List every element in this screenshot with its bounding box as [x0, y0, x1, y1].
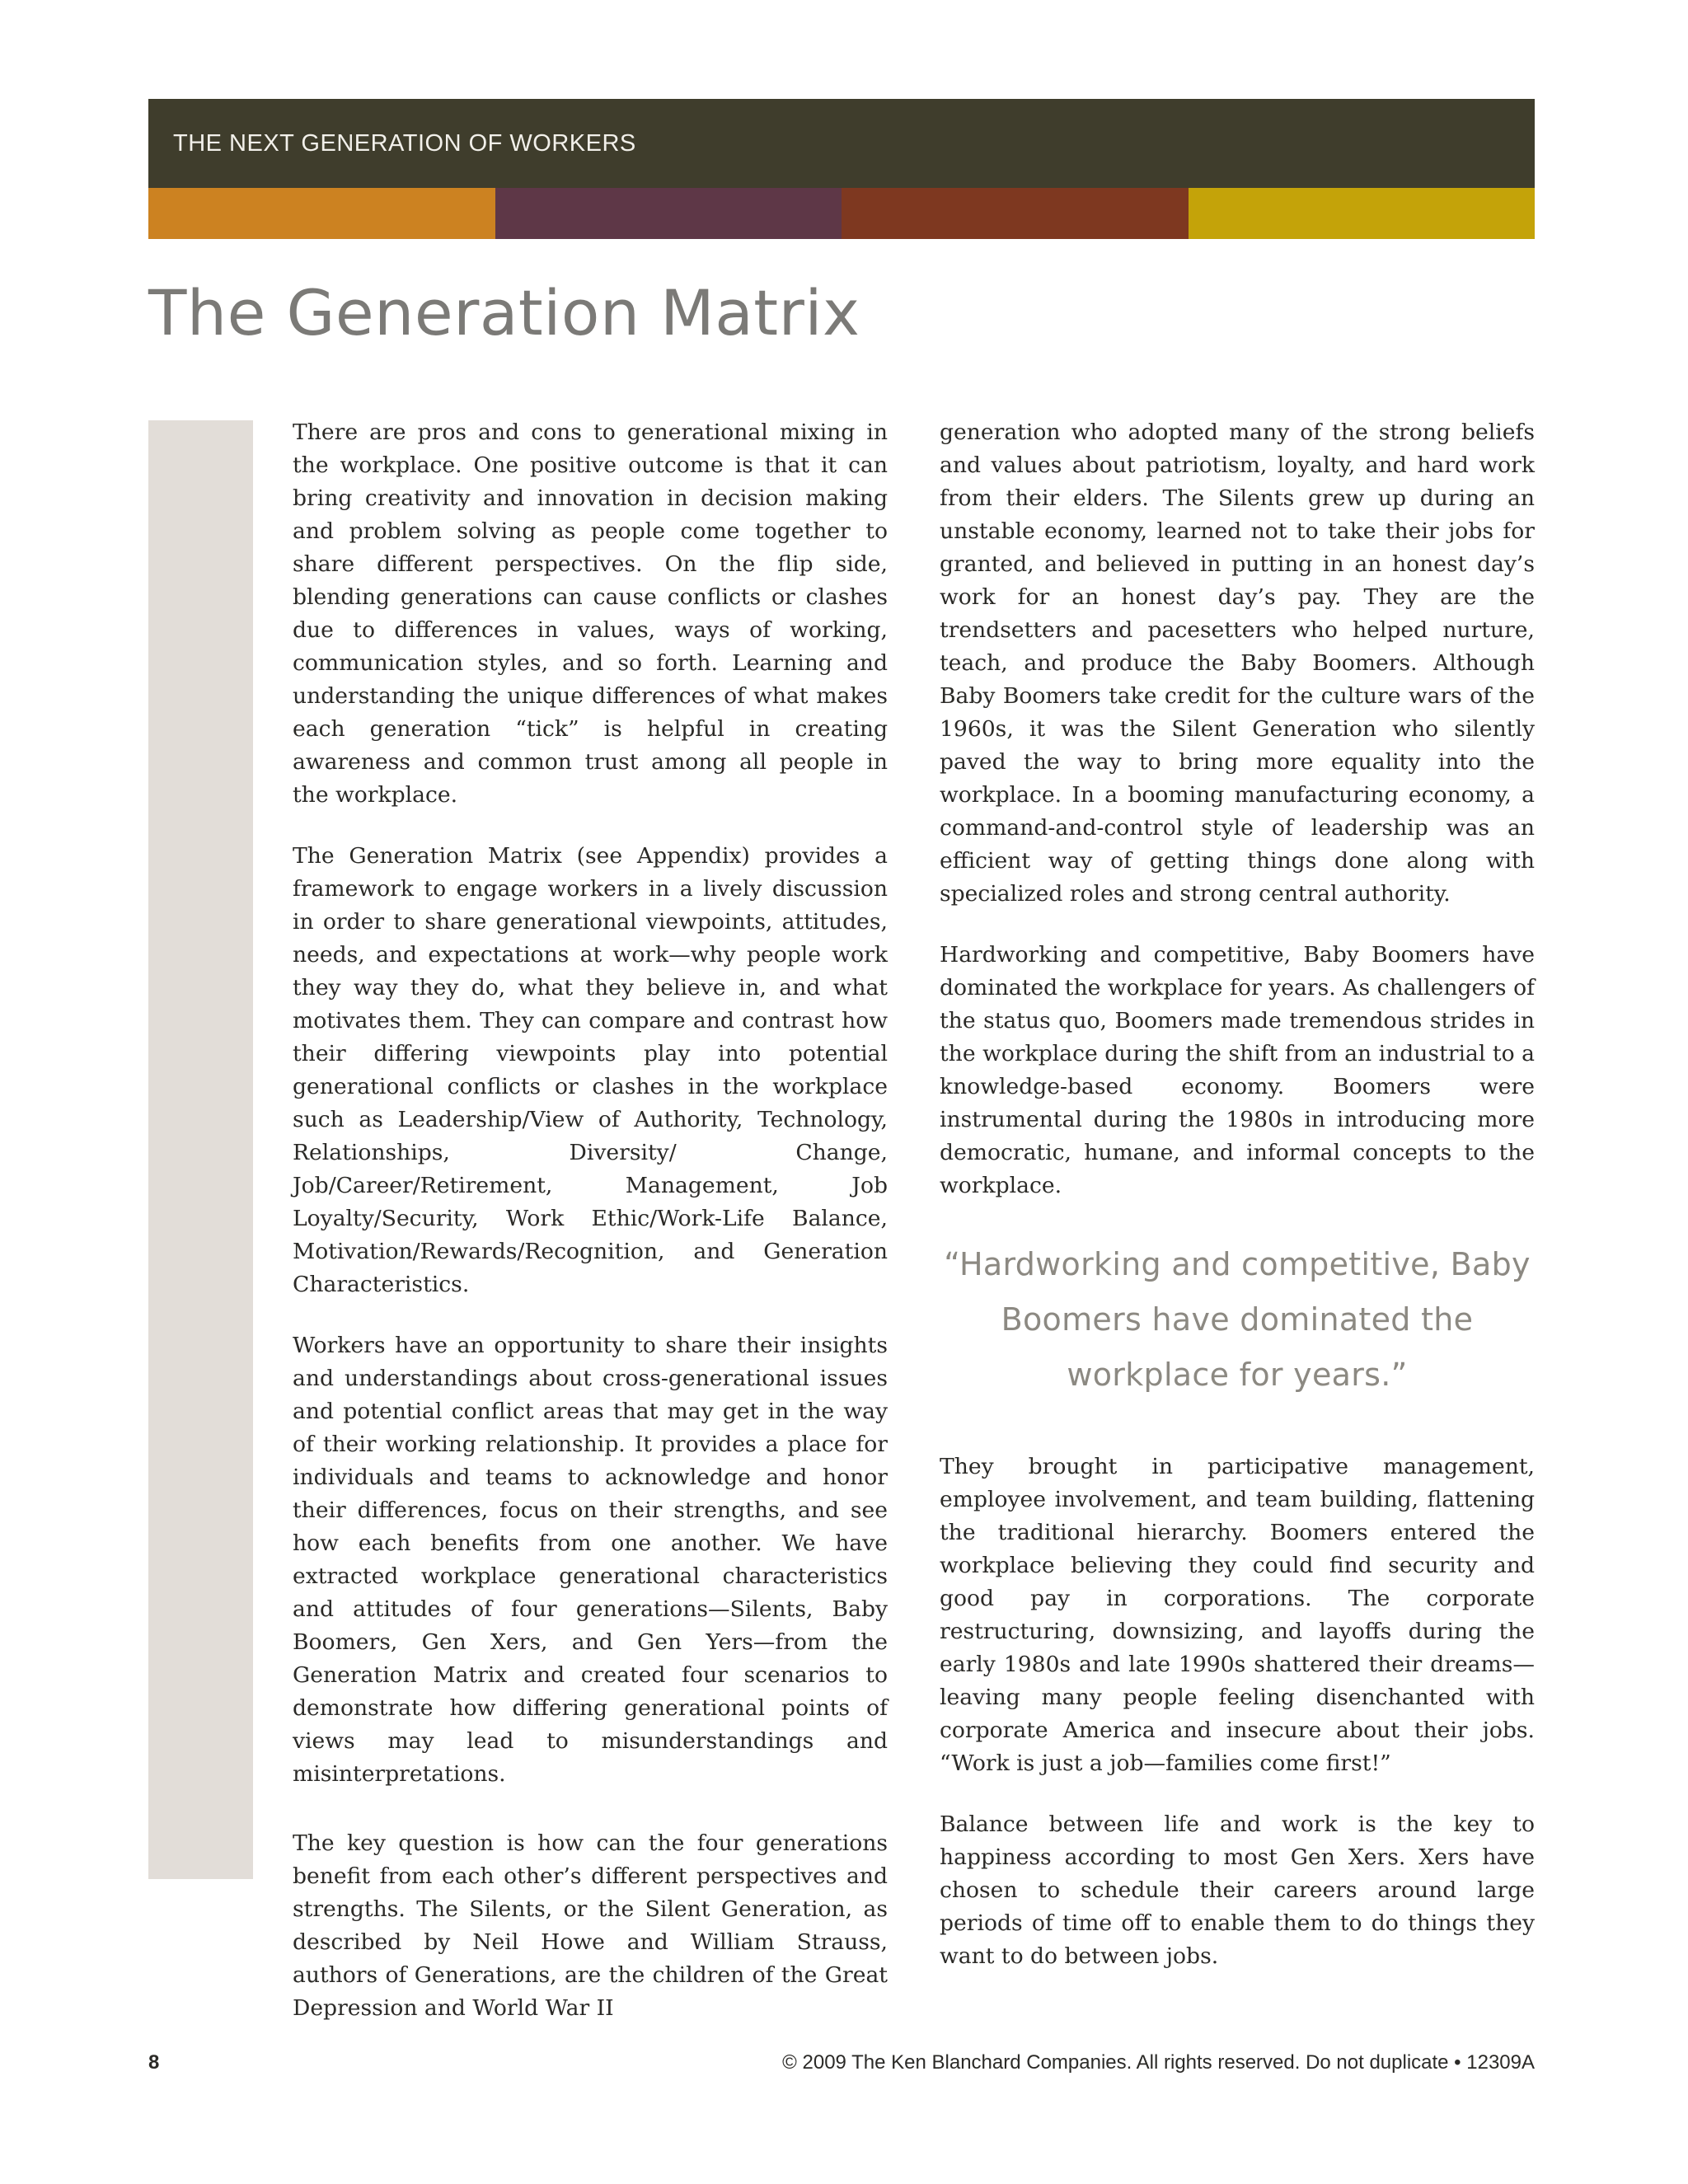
header-bar	[148, 99, 1535, 188]
color-strip	[148, 188, 1535, 239]
paragraph: There are pros and cons to generational mixing in the workplace. One positive outcome is that it can bring creativity and innovation in decision making and problem solving as people come together to share different perspectives. On the flip side, blending generations can cause conflicts or clashes due to differences in values, ways of working, communication styles, and so forth. Learning and understanding the unique differences of what makes each generation “tick” is helpful in creating awareness and common trust among all people in the workplace.	[293, 419, 888, 808]
right-column	[940, 416, 1535, 2001]
footer	[148, 2049, 1535, 2077]
copyright-notice: © 2009 The Ken Blanchard Companies. All rights reserved. Do not duplicate • 12309A	[782, 2051, 1535, 2074]
color-strip-rust	[842, 188, 1189, 239]
paragraph: generation who adopted many of the strong beliefs and values about patriotism, loyalty, and hard work from their elders. The Silents grew up during an unstable economy, learned not to take their jobs for granted, and believed in putting in an honest day’s work for an honest day’s pay. They are the trendsetters and pacesetters who helped nurture, teach, and produce the Baby Boomers. Although Baby Boomers take credit for the culture wars of the 1960s, it was the Silent Generation who silently paved the way to bring more equality into the workplace. In a booming manufacturing economy, a command-and-control style of leadership was an efficient way of getting things done along with specialized roles and strong central authority.	[940, 419, 1535, 907]
header-title: THE NEXT GENERATION OF WORKERS	[173, 129, 636, 157]
paragraph: They brought in participative management, employee involvement, and team building, flattening the traditional hierarchy. Boomers entered the workplace believing they could find security and good pay in corporations. The corporate restructuring, downsizing, and layoffs during the early 1980s and late 1990s shattered their dreams—leaving many people feeling disenchanted with corporate America and insecure about their jobs. “Work is just a job—families come first!”	[940, 1454, 1535, 1776]
page-title: The Generation Matrix	[148, 276, 860, 349]
pull-quote: “Hardworking and competitive, Baby Boomers have dominated the workplace for years.”	[944, 1246, 1531, 1393]
paragraph: The Generation Matrix (see Appendix) provides a framework to engage workers in a lively discussion in order to share generational viewpoints, attitudes, needs, and expectations at work—why people work they way they do, what they believe in, and what motivates them. They can compare and contrast how their differing viewpoints play into potential generational conflicts or clashes in the workplace such as Leadership/View of Authority, Technology, Relationships, Diversity/ Change, Job/Career/Retirement, Management, Job Loyalty/Security, Work Ethic/Work-Life Balance, Motivation/Rewards/Recognition, and Generation Characteristics.	[293, 843, 888, 1297]
paragraph: Balance between life and work is the key to happiness according to most Gen Xers. Xers have chosen to schedule their careers around large periods of time off to enable them to do things they want to do between jobs.	[940, 1811, 1535, 1969]
page-number: 8	[148, 2051, 160, 2074]
color-strip-orange	[148, 188, 495, 239]
color-strip-plum	[495, 188, 842, 239]
paragraph: Workers have an opportunity to share their insights and understandings about cross-generational issues and potential conflict areas that may get in the way of their working relationship. It provides a place for individuals and teams to acknowledge and honor their differences, focus on their strengths, and see how each benefits from one another. We have extracted workplace generational characteristics and attitudes of four generations—Silents, Baby Boomers, Gen Xers, and Gen Yers—from the Generation Matrix and created four scenarios to demonstrate how differing generational points of views may lead to misunderstandings and misinterpretations.	[293, 1333, 888, 1787]
paragraph: The key question is how can the four generations benefit from each other’s different perspectives and strengths. The Silents, or the Silent Generation, as described by Neil Howe and William Strauss, authors of Generations, are the children of the Great Depression and World War II	[293, 1830, 888, 2021]
color-strip-mustard	[1189, 188, 1536, 239]
paragraph: Hardworking and competitive, Baby Boomers have dominated the workplace for years. As challengers of the status quo, Boomers made tremendous strides in the workplace during the shift from an industrial to a knowledge-based economy. Boomers were instrumental during the 1980s in introducing more democratic, humane, and informal concepts to the workplace.	[940, 942, 1535, 1198]
left-column	[293, 416, 888, 2053]
side-bar-decoration	[148, 420, 253, 1879]
